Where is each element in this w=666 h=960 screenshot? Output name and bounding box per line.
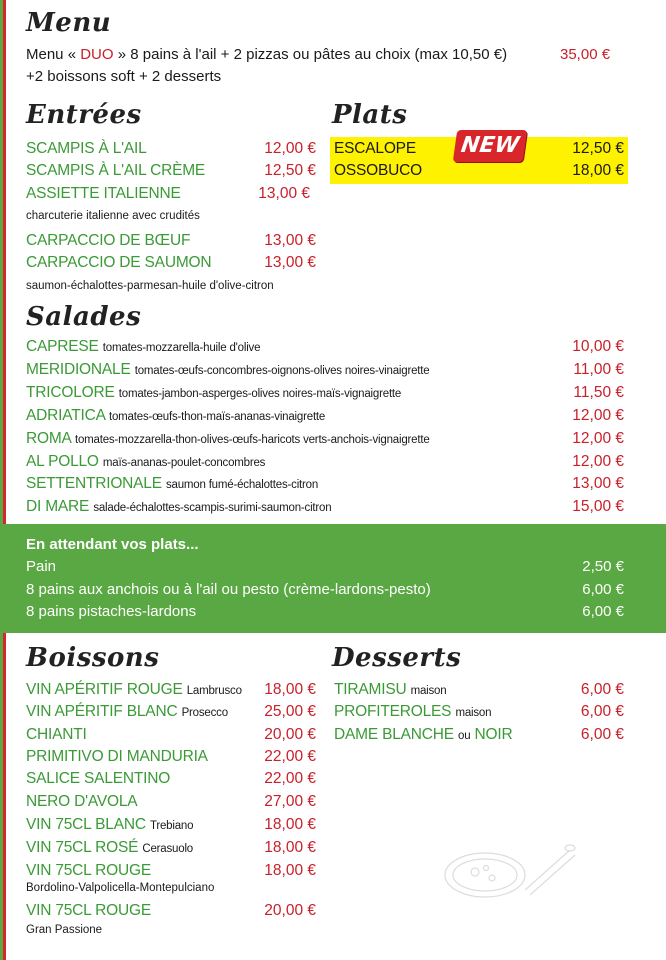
boisson-row bbox=[26, 791, 316, 813]
entree-note: charcuterie italienne avec crudités bbox=[26, 210, 200, 222]
salade-desc: saumon fumé-échalottes-citron bbox=[165, 479, 319, 491]
salade-price: 13,00 € bbox=[572, 475, 624, 492]
boisson-desc: Lambrusco bbox=[186, 685, 242, 697]
boisson-price: 18,00 € bbox=[264, 816, 316, 833]
salade-desc: tomates-mozzarella-huile d'olive bbox=[102, 342, 261, 354]
attente-item-name: 8 pains pistaches-lardons bbox=[26, 603, 197, 620]
dessert-row bbox=[334, 724, 624, 746]
dessert-row bbox=[334, 679, 624, 701]
boisson-desc: Prosecco bbox=[181, 707, 228, 719]
entree-name: CARPACCIO DE BŒUF bbox=[26, 232, 191, 249]
salade-price: 11,50 € bbox=[573, 384, 624, 401]
boisson-price: 18,00 € bbox=[264, 862, 316, 879]
entree-row bbox=[26, 160, 316, 182]
boisson-name: NERO D'AVOLA bbox=[26, 793, 138, 810]
salade-price: 10,00 € bbox=[572, 338, 624, 355]
attente-item-price: 6,00 € bbox=[582, 603, 624, 620]
boisson-row bbox=[26, 837, 316, 859]
salade-row bbox=[26, 428, 624, 450]
salade-row bbox=[26, 336, 624, 358]
salade-name: TRICOLORE bbox=[26, 384, 115, 401]
dessert-name: TIRAMISU bbox=[334, 681, 407, 698]
dessert-desc: ou bbox=[458, 730, 471, 742]
boisson-row bbox=[26, 900, 316, 922]
pizza-sketch-icon bbox=[430, 820, 580, 920]
menu-duo-prefix: Menu « bbox=[26, 46, 77, 63]
boisson-row bbox=[26, 814, 316, 836]
entree-price: 12,00 € bbox=[264, 140, 316, 157]
plats-title: Plats bbox=[332, 100, 408, 130]
attente-item-name: 8 pains aux anchois ou à l'ail ou pesto (crème-lardons-pesto) bbox=[26, 581, 431, 598]
entree-price: 13,00 € bbox=[258, 185, 310, 202]
salade-price: 12,00 € bbox=[572, 430, 624, 447]
boisson-row bbox=[26, 746, 316, 768]
menu-duo-line2: +2 boissons soft + 2 desserts bbox=[26, 68, 222, 85]
boisson-row bbox=[26, 860, 316, 882]
boisson-row bbox=[26, 679, 316, 701]
boisson-name: VIN APÉRITIF ROUGE bbox=[26, 681, 183, 698]
salade-desc: tomates-jambon-asperges-olives noires-maïs-vignaigrette bbox=[118, 388, 402, 400]
new-badge: NEW bbox=[453, 130, 527, 162]
dessert-name-alt: NOIR bbox=[474, 726, 513, 743]
boisson-name: PRIMITIVO DI MANDURIA bbox=[26, 748, 208, 765]
menu-duo-line bbox=[26, 46, 507, 63]
entree-name: CARPACCIO DE SAUMON bbox=[26, 254, 212, 271]
boisson-row bbox=[26, 768, 316, 790]
entree-note: saumon-échalottes-parmesan-huile d'olive-citron bbox=[26, 280, 274, 292]
boisson-desc: Cerasuolo bbox=[142, 843, 193, 855]
dessert-price: 6,00 € bbox=[580, 681, 624, 698]
salade-desc: salade-échalottes-scampis-surimi-saumon-citron bbox=[93, 502, 332, 514]
salade-price: 12,00 € bbox=[572, 407, 624, 424]
boisson-price: 20,00 € bbox=[264, 726, 316, 743]
dessert-price: 6,00 € bbox=[580, 726, 624, 743]
attente-title: En attendant vos plats... bbox=[26, 536, 199, 553]
salade-desc: tomates-œufs-concombres-oignons-olives noires-vinaigrette bbox=[134, 365, 430, 377]
salade-desc: maïs-ananas-poulet-concombres bbox=[102, 457, 266, 469]
left-green-edge bbox=[0, 0, 3, 960]
entree-price: 13,00 € bbox=[264, 232, 316, 249]
salade-name: AL POLLO bbox=[26, 453, 99, 470]
menu-duo-label: DUO bbox=[80, 46, 114, 63]
menu-duo-suffix: » 8 pains à l'ail + 2 pizzas ou pâtes au choix (max 10,50 €) bbox=[117, 46, 508, 63]
plat-price: 18,00 € bbox=[572, 162, 624, 179]
dessert-desc: maison bbox=[410, 685, 447, 697]
desserts-title: Desserts bbox=[332, 643, 462, 673]
boisson-name: VIN 75CL ROSÉ bbox=[26, 839, 139, 856]
salade-price: 15,00 € bbox=[572, 498, 624, 515]
salade-name: CAPRESE bbox=[26, 338, 99, 355]
boisson-name: VIN 75CL ROUGE bbox=[26, 902, 151, 919]
plat-name: OSSOBUCO bbox=[334, 162, 422, 179]
salade-name: DI MARE bbox=[26, 498, 90, 515]
boisson-desc: Trebiano bbox=[149, 820, 194, 832]
plat-price: 12,50 € bbox=[572, 140, 624, 157]
boisson-note: Bordolino-Valpolicella-Montepulciano bbox=[26, 882, 215, 894]
salade-name: ADRIATICA bbox=[26, 407, 105, 424]
salades-title: Salades bbox=[26, 302, 142, 332]
entree-name: ASSIETTE ITALIENNE bbox=[26, 185, 181, 202]
dessert-name: DAME BLANCHE bbox=[334, 726, 454, 743]
entrees-title: Entrées bbox=[26, 100, 142, 130]
boisson-price: 22,00 € bbox=[264, 770, 316, 787]
entree-row bbox=[26, 138, 316, 160]
boisson-price: 25,00 € bbox=[264, 703, 316, 720]
attente-item-price: 2,50 € bbox=[582, 558, 624, 575]
dessert-price: 6,00 € bbox=[580, 703, 624, 720]
boisson-name: CHIANTI bbox=[26, 726, 87, 743]
boisson-price: 22,00 € bbox=[264, 748, 316, 765]
boisson-price: 18,00 € bbox=[264, 839, 316, 856]
attente-band bbox=[0, 524, 666, 633]
salade-row bbox=[26, 473, 624, 495]
entree-row bbox=[26, 230, 316, 252]
boisson-name: SALICE SALENTINO bbox=[26, 770, 171, 787]
entree-name: SCAMPIS À L'AIL CRÈME bbox=[26, 162, 206, 179]
dessert-name: PROFITEROLES bbox=[334, 703, 452, 720]
salade-name: SETTENTRIONALE bbox=[26, 475, 162, 492]
boisson-row bbox=[26, 701, 316, 723]
salade-name: MERIDIONALE bbox=[26, 361, 131, 378]
boisson-price: 18,00 € bbox=[264, 681, 316, 698]
attente-item-price: 6,00 € bbox=[582, 581, 624, 598]
salade-row bbox=[26, 405, 624, 427]
boisson-note: Gran Passione bbox=[26, 924, 103, 936]
boisson-name: VIN 75CL ROUGE bbox=[26, 862, 151, 879]
salade-row bbox=[26, 496, 624, 518]
boisson-name: VIN APÉRITIF BLANC bbox=[26, 703, 178, 720]
salade-name: ROMA bbox=[26, 430, 71, 447]
entree-price: 12,50 € bbox=[264, 162, 316, 179]
boisson-name: VIN 75CL BLANC bbox=[26, 816, 146, 833]
salade-row bbox=[26, 359, 624, 381]
entree-price: 13,00 € bbox=[264, 254, 316, 271]
boisson-price: 27,00 € bbox=[264, 793, 316, 810]
salade-price: 11,00 € bbox=[573, 361, 624, 378]
dessert-row bbox=[334, 701, 624, 723]
boisson-price: 20,00 € bbox=[264, 902, 316, 919]
entree-name: SCAMPIS À L'AIL bbox=[26, 140, 147, 157]
entree-row bbox=[26, 183, 316, 205]
menu-title: Menu bbox=[26, 8, 112, 38]
entree-row bbox=[26, 252, 316, 274]
plat-row bbox=[334, 160, 624, 182]
plat-name: ESCALOPE bbox=[334, 140, 416, 157]
salade-row bbox=[26, 451, 624, 473]
boisson-row bbox=[26, 724, 316, 746]
salade-price: 12,00 € bbox=[572, 453, 624, 470]
menu-duo-price: 35,00 € bbox=[560, 46, 611, 63]
attente-item-name: Pain bbox=[26, 558, 57, 575]
salade-desc: tomates-œufs-thon-maïs-ananas-vinaigrette bbox=[108, 411, 326, 423]
boissons-title: Boissons bbox=[26, 643, 160, 673]
dessert-desc: maison bbox=[455, 707, 492, 719]
salade-desc: tomates-mozzarella-thon-olives-œufs-haricots verts-anchois-vignaigrette bbox=[74, 434, 430, 446]
salade-row bbox=[26, 382, 624, 404]
